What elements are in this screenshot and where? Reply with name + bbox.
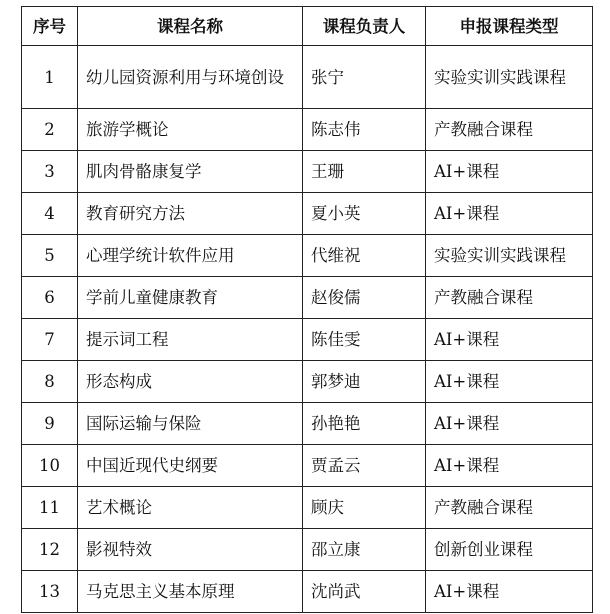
cell-course-type: AI+课程 bbox=[426, 361, 593, 403]
cell-no: 12 bbox=[22, 529, 78, 571]
cell-course-owner: 郭梦迪 bbox=[303, 361, 426, 403]
table-row bbox=[22, 277, 593, 319]
cell-course-owner: 赵俊儒 bbox=[303, 277, 426, 319]
cell-course-owner: 王珊 bbox=[303, 151, 426, 193]
table-row bbox=[22, 445, 593, 487]
cell-course-name: 教育研究方法 bbox=[78, 193, 303, 235]
course-table bbox=[21, 6, 593, 613]
table-row bbox=[22, 109, 593, 151]
cell-no: 4 bbox=[22, 193, 78, 235]
table-row bbox=[22, 403, 593, 445]
cell-course-owner: 顾庆 bbox=[303, 487, 426, 529]
cell-course-owner: 夏小英 bbox=[303, 193, 426, 235]
table-row bbox=[22, 193, 593, 235]
cell-course-owner: 孙艳艳 bbox=[303, 403, 426, 445]
cell-course-name: 旅游学概论 bbox=[78, 109, 303, 151]
cell-no: 2 bbox=[22, 109, 78, 151]
header-course-owner: 课程负责人 bbox=[303, 7, 426, 46]
cell-course-name: 艺术概论 bbox=[78, 487, 303, 529]
table-row bbox=[22, 235, 593, 277]
cell-no: 10 bbox=[22, 445, 78, 487]
cell-course-type: AI+课程 bbox=[426, 403, 593, 445]
cell-course-name: 国际运输与保险 bbox=[78, 403, 303, 445]
cell-course-type: 实验实训实践课程 bbox=[426, 235, 593, 277]
cell-course-owner: 陈佳雯 bbox=[303, 319, 426, 361]
cell-course-name: 中国近现代史纲要 bbox=[78, 445, 303, 487]
cell-no: 7 bbox=[22, 319, 78, 361]
cell-course-name: 形态构成 bbox=[78, 361, 303, 403]
cell-course-type: 产教融合课程 bbox=[426, 109, 593, 151]
cell-course-owner: 邵立康 bbox=[303, 529, 426, 571]
table-row bbox=[22, 361, 593, 403]
table-row bbox=[22, 151, 593, 193]
cell-no: 1 bbox=[22, 46, 78, 109]
table-row bbox=[22, 571, 593, 613]
cell-course-type: AI+课程 bbox=[426, 319, 593, 361]
cell-course-name: 心理学统计软件应用 bbox=[78, 235, 303, 277]
cell-course-type: AI+课程 bbox=[426, 193, 593, 235]
cell-course-name: 马克思主义基本原理 bbox=[78, 571, 303, 613]
cell-course-name: 幼儿园资源利用与环境创设 bbox=[78, 46, 303, 109]
cell-course-type: AI+课程 bbox=[426, 571, 593, 613]
cell-course-type: 产教融合课程 bbox=[426, 487, 593, 529]
cell-no: 11 bbox=[22, 487, 78, 529]
cell-no: 3 bbox=[22, 151, 78, 193]
cell-course-type: AI+课程 bbox=[426, 445, 593, 487]
cell-course-name: 提示词工程 bbox=[78, 319, 303, 361]
table-row bbox=[22, 487, 593, 529]
cell-no: 6 bbox=[22, 277, 78, 319]
cell-course-owner: 贾孟云 bbox=[303, 445, 426, 487]
table-row bbox=[22, 46, 593, 109]
cell-no: 9 bbox=[22, 403, 78, 445]
header-no: 序号 bbox=[22, 7, 78, 46]
cell-course-name: 肌肉骨骼康复学 bbox=[78, 151, 303, 193]
cell-course-owner: 沈尚武 bbox=[303, 571, 426, 613]
cell-course-owner: 张宁 bbox=[303, 46, 426, 109]
cell-course-type: 产教融合课程 bbox=[426, 277, 593, 319]
cell-no: 8 bbox=[22, 361, 78, 403]
cell-no: 13 bbox=[22, 571, 78, 613]
cell-course-owner: 代维祝 bbox=[303, 235, 426, 277]
cell-course-type: AI+课程 bbox=[426, 151, 593, 193]
table-header-row bbox=[22, 7, 593, 46]
cell-course-type: 创新创业课程 bbox=[426, 529, 593, 571]
header-course-name: 课程名称 bbox=[78, 7, 303, 46]
cell-course-name: 学前儿童健康教育 bbox=[78, 277, 303, 319]
table-row bbox=[22, 319, 593, 361]
table-row bbox=[22, 529, 593, 571]
cell-course-type: 实验实训实践课程 bbox=[426, 46, 593, 109]
cell-course-owner: 陈志伟 bbox=[303, 109, 426, 151]
cell-course-name: 影视特效 bbox=[78, 529, 303, 571]
header-course-type: 申报课程类型 bbox=[426, 7, 593, 46]
cell-no: 5 bbox=[22, 235, 78, 277]
